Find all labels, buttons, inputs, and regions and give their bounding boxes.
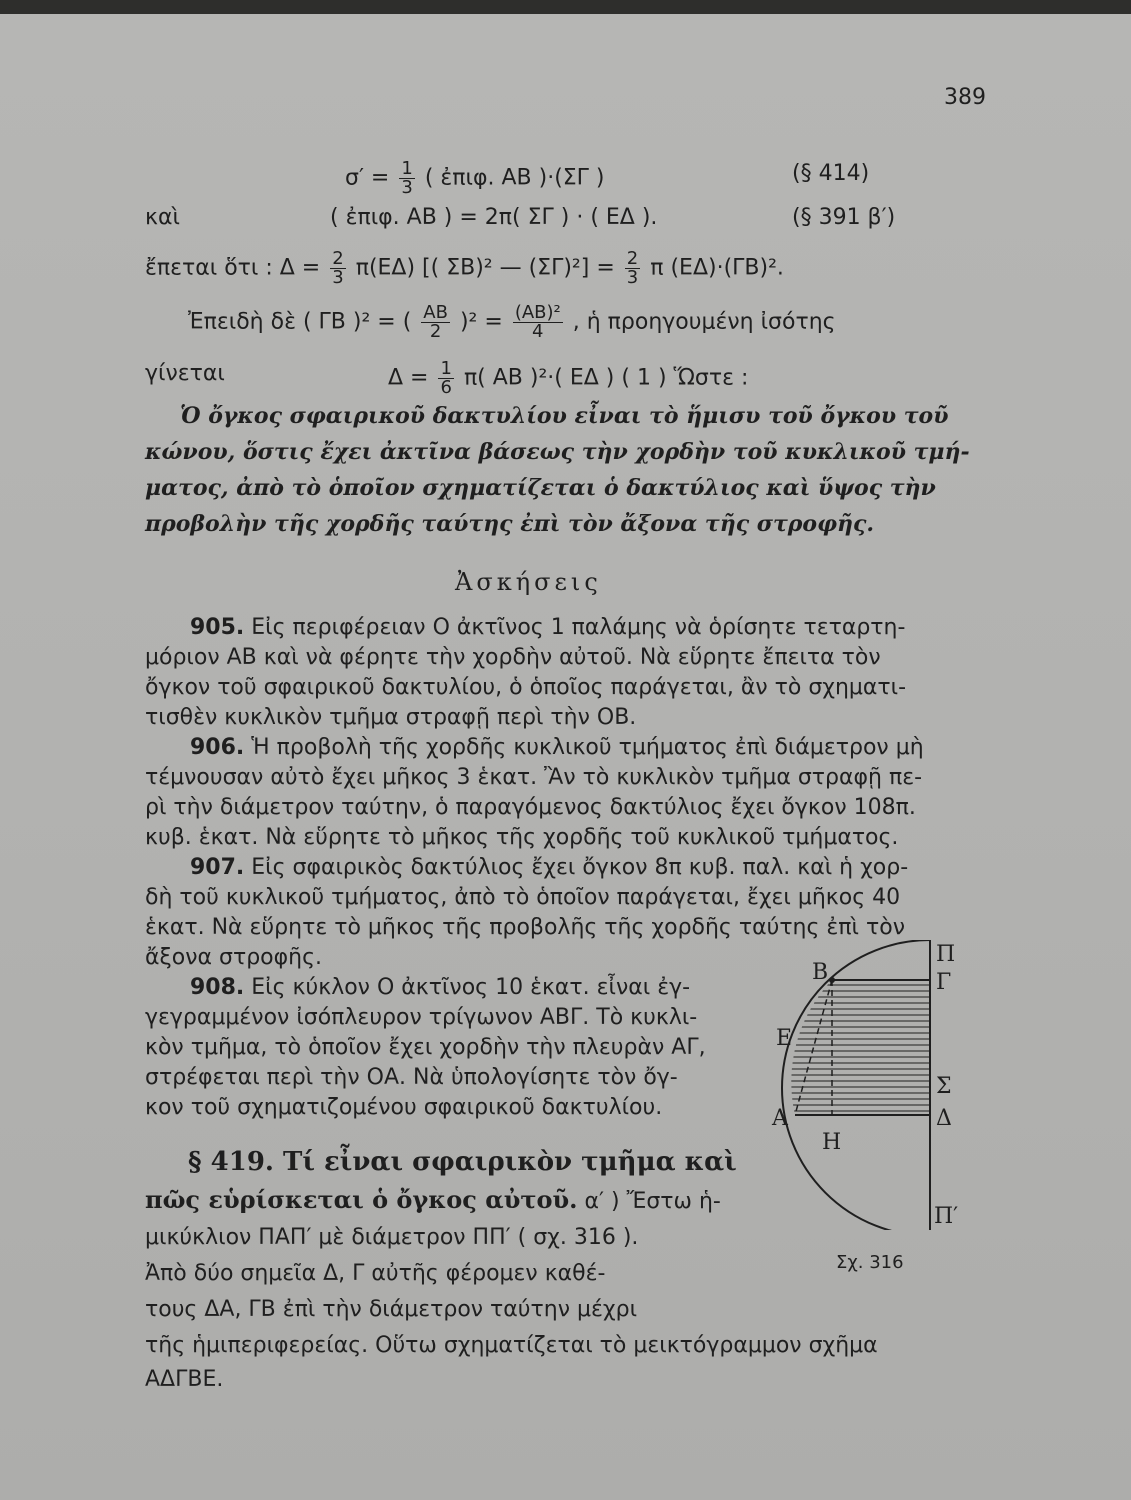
eq5-num: 1 — [440, 358, 452, 379]
label-H: Η — [822, 1130, 842, 1155]
chord-AB — [795, 980, 832, 1115]
exercises-heading: Ἀσκήσεις — [455, 568, 602, 596]
theorem-line-3: ματος, ἀπὸ τὸ ὁποῖον σχηματίζεται ὁ δακτύλιος καὶ ὕψος τὴν — [145, 475, 936, 501]
equation-5 — [388, 360, 748, 397]
section-419-line-4: Ἀπὸ δύο σημεῖα Δ, Γ αὐτῆς φέρομεν καθέ- — [145, 1261, 606, 1286]
section-419-line-7: ΑΔΓΒΕ. — [145, 1367, 224, 1392]
exercise-907-line-3: ἑκατ. Νὰ εὕρητε τὸ μῆκος τῆς προβολῆς τῆς χορδῆς ταύτης ἐπὶ τὸν — [145, 915, 905, 940]
eq5-fraction — [438, 360, 453, 397]
eq3-mid: π(ΕΔ) [( ΣΒ)² — (ΣΓ)²] = — [355, 255, 615, 281]
eq4-tail: , ἡ προηγουμένη ἰσότης — [572, 309, 836, 335]
figure-316 — [770, 940, 970, 1230]
eq1-fraction — [399, 160, 414, 197]
equation-3 — [145, 250, 784, 287]
exercise-908-text-1: Εἰς κύκλον Ο ἀκτῖνος 10 ἑκατ. εἶναι ἐγ- — [251, 975, 691, 1000]
exercise-905-text-1: Εἰς περιφέρειαν Ο ἀκτῖνος 1 παλάμης νὰ ὁρίσητε τεταρτη- — [251, 615, 906, 640]
exercise-908-line-3: κὸν τμῆμα, τὸ ὁποῖον ἔχει χορδὴν τὴν πλευρὰν ΑΓ, — [145, 1035, 706, 1060]
theorem-line-2: κώνου, ὅστις ἔχει ἀκτῖνα βάσεως τὴν χορδὴν τοῦ κυκλικοῦ τμή- — [145, 439, 970, 465]
label-A: Α — [772, 1106, 788, 1131]
eq2-body: ( ἐπιφ. ΑΒ ) = 2π( ΣΓ ) · ( ΕΔ ). — [330, 205, 658, 230]
eq4-mid: )² = — [459, 309, 503, 335]
exercise-906-line-3: ρὶ τὴν διάμετρον ταύτην, ὁ παραγόμενος δακτύλιος ἔχει ὄγκον 108π. — [145, 795, 916, 820]
exercise-907-text-1: Εἰς σφαιρικὸς δακτύλιος ἔχει ὄγκον 8π κυβ. παλ. καὶ ἡ χορ- — [251, 855, 909, 880]
exercise-907-line-4: ἄξονα στροφῆς. — [145, 945, 322, 970]
exercise-908-line-1 — [190, 974, 690, 1002]
eq3-fraction-a — [330, 250, 345, 287]
label-D: Δ — [936, 1106, 952, 1131]
exercise-905-line-1 — [190, 614, 905, 642]
exercise-905-line-3: ὄγκον τοῦ σφαιρικοῦ δακτυλίου, ὁ ὁποῖος παράγεται, ἂν τὸ σχηματι- — [145, 675, 907, 700]
eq5-den: 6 — [440, 377, 452, 398]
eq5-lhs: Δ = — [388, 365, 429, 391]
eq4-den: 2 — [429, 321, 442, 342]
label-P-prime: Π′ — [934, 1204, 959, 1229]
eq1-num: 1 — [401, 158, 413, 179]
eq3-tail: π (ΕΔ)·(ΓΒ)². — [650, 255, 784, 281]
exercise-908-number: 908. — [190, 975, 245, 1000]
exercise-907-number: 907. — [190, 855, 245, 880]
exercise-905-line-2: μόριον ΑΒ καὶ νὰ φέρητε τὴν χορδὴν αὐτοῦ. Νὰ εὕρητε ἔπειτα τὸν — [145, 645, 881, 670]
label-E: Ε — [776, 1026, 793, 1051]
eq3-num2: 2 — [626, 248, 639, 269]
eq4-num: ΑΒ — [423, 302, 448, 323]
eq4-fraction-a — [421, 304, 450, 341]
exercise-907-line-2: δὴ τοῦ κυκλικοῦ τμήματος, ἀπὸ τὸ ὁποῖον παράγεται, ἔχει μῆκος 40 — [145, 885, 901, 910]
exercise-905-line-4: τισθὲν κυκλικὸν τμῆμα στραφῇ περὶ τὴν ΟΒ. — [145, 705, 637, 730]
eq1-den: 3 — [401, 177, 413, 198]
semicircle-arc — [782, 940, 930, 1230]
exercise-906-line-4: κυβ. ἑκατ. Νὰ εὕρητε τὸ μῆκος τῆς χορδῆς τοῦ κυκλικοῦ τμήματος. — [145, 825, 899, 850]
eq2-reference: (§ 391 β′) — [792, 205, 896, 230]
theorem-line-1: Ὁ ὄγκος σφαιρικοῦ δακτυλίου εἶναι τὸ ἥμισυ τοῦ ὄγκου τοῦ — [180, 403, 949, 429]
section-419-title: § 419. Τί εἶναι σφαιρικὸν τμῆμα καὶ — [188, 1147, 737, 1177]
point-B — [829, 977, 835, 983]
eq5-lead: γίνεται — [145, 361, 225, 386]
exercise-908-line-2: γεγραμμένον ἰσόπλευρον τρίγωνον ΑΒΓ. Τὸ κυκλι- — [145, 1005, 698, 1030]
page-number: 389 — [944, 85, 986, 110]
section-419-line-5: τους ΔΑ, ΓΒ ἐπὶ τὴν διάμετρον ταύτην μέχρι — [145, 1297, 638, 1322]
eq3-lead: ἔπεται ὅτι : Δ = — [145, 255, 321, 281]
exercise-908-line-5: κον τοῦ σχηματιζομένου σφαιρικοῦ δακτυλίου. — [145, 1095, 663, 1120]
equation-4 — [188, 304, 836, 341]
exercise-907-line-1 — [190, 854, 908, 882]
label-P: Π — [936, 942, 956, 967]
eq4-num2: (ΑΒ)² — [514, 302, 561, 323]
exercise-906-text-1: Ἡ προβολὴ τῆς χορδῆς κυκλικοῦ τμήματος ἐπὶ διάμετρον μὴ — [251, 735, 924, 760]
section-419-title-cont: πῶς εὑρίσκεται ὁ ὄγκος αὐτοῦ. — [145, 1185, 578, 1214]
exercise-905-number: 905. — [190, 615, 245, 640]
exercise-906-line-1 — [190, 734, 924, 762]
section-419-line-6: τῆς ἡμιπεριφερείας. Οὕτω σχηματίζεται τὸ μεικτόγραμμον σχῆμα — [145, 1333, 878, 1358]
eq3-num: 2 — [332, 248, 344, 269]
label-G: Γ — [936, 970, 952, 995]
eq4-den2: 4 — [532, 321, 544, 342]
label-S: Σ — [936, 1074, 952, 1099]
eq2-lead: καὶ — [145, 205, 180, 230]
eq1-rhs: ( ἐπιφ. ΑΒ )·(ΣΓ ) — [424, 165, 605, 191]
eq1-lhs: σ′ = — [345, 165, 390, 191]
eq4-lead: Ἐπειδὴ δὲ ( ΓΒ )² = ( — [188, 309, 412, 335]
exercise-906-line-2: τέμνουσαν αὐτὸ ἔχει μῆκος 3 ἑκατ. Ἂν τὸ κυκλικὸν τμῆμα στραφῇ πε- — [145, 765, 923, 790]
equation-1 — [345, 160, 605, 197]
segment-hatching — [770, 985, 930, 1111]
eq3-den: 3 — [332, 267, 344, 288]
label-B: Β — [812, 960, 829, 985]
figure-caption: Σχ. 316 — [836, 1252, 904, 1273]
theorem-line-4: προβολὴν τῆς χορδῆς ταύτης ἐπὶ τὸν ἄξονα τῆς στροφῆς. — [145, 511, 875, 537]
exercise-906-number: 906. — [190, 735, 245, 760]
eq5-rhs: π( ΑΒ )²·( ΕΔ ) ( 1 ) Ὥστε : — [463, 365, 749, 391]
eq3-den2: 3 — [626, 267, 639, 288]
section-419-line-2 — [145, 1186, 721, 1216]
exercise-908-line-4: στρέφεται περὶ τὴν ΟΑ. Νὰ ὑπολογίσητε τὸν ὄγ- — [145, 1065, 678, 1090]
section-419-line-3: μικύκλιον ΠΑΠ′ μὲ διάμετρον ΠΠ′ ( σχ. 316 ). — [145, 1225, 639, 1250]
eq4-fraction-b — [513, 304, 563, 341]
eq1-reference: (§ 414) — [792, 161, 870, 186]
eq3-fraction-b — [625, 250, 640, 287]
scan-top-border — [0, 0, 1131, 14]
section-419-intro: α′ ) Ἔστω ἡ- — [584, 1189, 721, 1214]
